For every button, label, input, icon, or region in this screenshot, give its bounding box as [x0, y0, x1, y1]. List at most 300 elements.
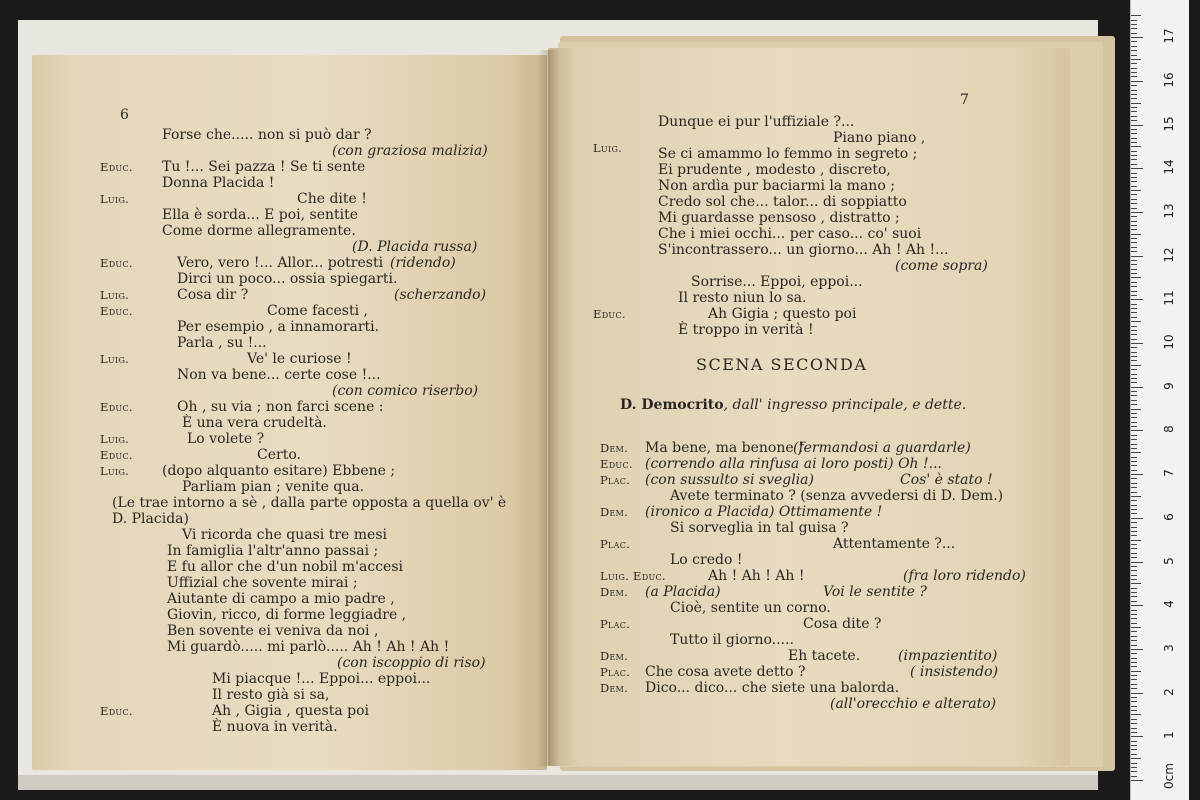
ruler-tick: [1131, 706, 1137, 707]
ruler-tick: [1131, 562, 1143, 563]
speaker-label: Educ.: [593, 307, 626, 321]
ruler-number: 0cm: [1162, 763, 1176, 789]
speaker-label: Dem.: [600, 505, 629, 519]
ruler-tick: [1131, 273, 1137, 274]
speaker-label: Luig.: [100, 352, 130, 366]
ruler-tick: [1131, 387, 1143, 388]
ruler-tick: [1131, 356, 1137, 357]
ruler-tick: [1131, 470, 1137, 471]
ruler-tick: [1131, 684, 1137, 685]
scene-heading: [620, 397, 966, 413]
ruler-tick: [1131, 614, 1137, 615]
ruler-tick: [1131, 308, 1137, 309]
ruler-tick: [1131, 321, 1141, 322]
dialogue-line: Mi guardò..... mi parlò..... Ah ! Ah ! Ah !: [167, 639, 450, 655]
dialogue-line: Sorrise... Eppoi, eppoi...: [691, 274, 863, 290]
ruler-tick: [1131, 544, 1137, 545]
ruler-tick: [1131, 662, 1137, 663]
ruler-tick: [1131, 444, 1137, 445]
ruler-tick: [1131, 391, 1137, 392]
ruler-tick: [1131, 299, 1143, 300]
speaker-label: Luig.: [593, 141, 623, 155]
ruler-tick: [1131, 186, 1137, 187]
ruler-tick: [1131, 107, 1137, 108]
ruler-tick: [1131, 714, 1141, 715]
ruler-tick: [1131, 326, 1137, 327]
ruler-tick: [1131, 374, 1137, 375]
ruler-tick: [1131, 181, 1137, 182]
speaker-label: Dem.: [600, 681, 629, 695]
speaker-label: Plac.: [600, 537, 631, 551]
ruler-number: 8: [1162, 425, 1176, 434]
dialogue-line: Giovin, ricco, di forme leggiadre ,: [167, 607, 407, 623]
dialogue-line: Ah ! Ah ! Ah !: [708, 568, 805, 584]
ruler-tick: [1131, 382, 1137, 383]
speaker-label: Educ.: [100, 400, 133, 414]
stage-direction: (ridendo): [390, 255, 456, 271]
dialogue-line: Non ardìa pur baciarmi la mano ;: [658, 178, 895, 194]
ruler-number: 11: [1162, 290, 1176, 306]
ruler-tick: [1131, 627, 1141, 628]
ruler-tick: [1131, 693, 1143, 694]
ruler-tick: [1131, 496, 1141, 497]
ruler-tick: [1131, 173, 1137, 174]
speaker-label: Plac.: [600, 617, 631, 631]
speaker-label: Luig.: [100, 432, 130, 446]
dialogue-line: Tu !... Sei pazza ! Se ti sente: [162, 159, 366, 175]
dialogue-line: D. Placida): [112, 511, 189, 527]
ruler-tick: [1131, 710, 1137, 711]
ruler-tick: [1131, 452, 1141, 453]
ruler-tick: [1131, 360, 1137, 361]
ruler-tick: [1131, 588, 1137, 589]
stage-direction: (con iscoppio di riso): [337, 655, 486, 671]
ruler-tick: [1131, 509, 1137, 510]
ruler-tick: [1131, 212, 1143, 213]
stage-direction: (con comico riserbo): [332, 383, 479, 399]
ruler-tick: [1131, 120, 1137, 121]
ruler-tick: [1131, 649, 1143, 650]
ruler-tick: [1131, 732, 1137, 733]
ruler-tick: [1131, 264, 1137, 265]
dialogue-line: Ei prudente , modesto , discreto,: [658, 162, 891, 178]
ruler-tick: [1131, 745, 1137, 746]
scene-character: D. Democrito: [620, 397, 724, 413]
ruler-tick: [1131, 430, 1143, 431]
ruler-tick: [1131, 531, 1137, 532]
ruler-tick: [1131, 723, 1137, 724]
ruler-tick: [1131, 605, 1143, 606]
ruler-number: 4: [1162, 600, 1176, 609]
dialogue-line: Credo sol che... talor... di soppiatto: [658, 194, 907, 210]
stage-direction: (fra loro ridendo): [903, 568, 1026, 584]
dialogue-line: (ironico a Placida) Ottimamente !: [645, 504, 883, 520]
speaker-label: Educ.: [100, 256, 133, 270]
ruler-tick: [1131, 780, 1143, 781]
stage-direction: (scherzando): [394, 287, 487, 303]
dialogue-line: Lo volete ?: [187, 431, 265, 447]
speaker-label: Luig. Educ.: [600, 569, 666, 583]
dialogue-line: Vero, vero !... Allor... potresti: [177, 255, 384, 271]
ruler-tick: [1131, 142, 1137, 143]
ruler-number: 12: [1162, 246, 1176, 263]
ruler-tick: [1131, 194, 1137, 195]
ruler-tick: [1131, 138, 1137, 139]
stage-direction: Cos' è stato !: [900, 472, 993, 488]
ruler-tick: [1131, 570, 1137, 571]
ruler-tick: [1131, 352, 1137, 353]
ruler-tick: [1131, 400, 1137, 401]
stage-direction: (D. Placida russa): [352, 239, 478, 255]
ruler-tick: [1131, 339, 1137, 340]
ruler-tick: [1131, 347, 1137, 348]
ruler-tick: [1131, 592, 1137, 593]
ruler-tick: [1131, 24, 1137, 25]
ruler-tick: [1131, 295, 1137, 296]
ruler-tick: [1131, 487, 1137, 488]
ruler-tick: [1131, 251, 1137, 252]
dialogue-line: Certo.: [257, 447, 301, 463]
dialogue-line: Che cosa avete detto ?: [645, 664, 806, 680]
ruler-tick: [1131, 312, 1137, 313]
ruler-tick: [1131, 238, 1137, 239]
ruler-number: 2: [1162, 687, 1176, 696]
ruler-tick: [1131, 229, 1137, 230]
stage-direction: ( insistendo): [910, 664, 999, 680]
ruler-tick: [1131, 413, 1137, 414]
ruler-tick: [1131, 736, 1143, 737]
speaker-label: Educ.: [600, 457, 633, 471]
ruler-tick: [1131, 645, 1137, 646]
dialogue-line: Oh , su via ; non farci scene :: [177, 399, 384, 415]
ruler-tick: [1131, 741, 1137, 742]
ruler-tick: [1131, 763, 1137, 764]
book-gutter: [538, 50, 560, 766]
stage-direction: (impazientito): [898, 648, 998, 664]
dialogue-line: Forse che..... non si può dar ?: [162, 127, 372, 143]
ruler-tick: [1131, 133, 1137, 134]
dialogue-line: Ella è sorda... E poi, sentite: [162, 207, 359, 223]
dialogue-line: E fu allor che d'un nobil m'accesi: [167, 559, 403, 575]
ruler-tick: [1131, 343, 1143, 344]
speaker-label: Luig.: [100, 192, 130, 206]
ruler-tick: [1131, 483, 1137, 484]
dialogue-line: In famiglia l'altr'anno passai ;: [167, 543, 379, 559]
ruler-tick: [1131, 125, 1143, 126]
speaker-label: Luig.: [100, 464, 130, 478]
dialogue-line: È una vera crudeltà.: [182, 415, 327, 431]
ruler-tick: [1131, 59, 1141, 60]
dialogue-line: Ben sovente ei veniva da noi ,: [167, 623, 379, 639]
dialogue-line: (con sussulto si sveglia): [645, 472, 814, 488]
ruler-tick: [1131, 256, 1143, 257]
speaker-label: Dem.: [600, 649, 629, 663]
ruler-tick: [1131, 155, 1137, 156]
dialogue-line: (dopo alquanto esitare) Ebbene ;: [162, 463, 396, 479]
ruler-tick: [1131, 513, 1137, 514]
ruler-tick: [1131, 33, 1137, 34]
stage-direction: (fermandosi a guardarle): [793, 440, 971, 456]
ruler-tick: [1131, 203, 1137, 204]
ruler-tick: [1131, 146, 1141, 147]
ruler-tick: [1131, 37, 1143, 38]
ruler-tick: [1131, 671, 1141, 672]
ruler-tick: [1131, 457, 1137, 458]
ruler-tick: [1131, 448, 1137, 449]
dialogue-line: Il resto già si sa,: [212, 687, 330, 703]
ruler-tick: [1131, 260, 1137, 261]
ruler-tick: [1131, 553, 1137, 554]
dialogue-line: Parla , su !...: [177, 335, 267, 351]
measuring-ruler: [1130, 0, 1189, 800]
ruler-tick: [1131, 28, 1137, 29]
page-number-left: 6: [120, 107, 129, 123]
ruler-tick: [1131, 409, 1141, 410]
dialogue-line: Cosa dir ?: [177, 287, 249, 303]
dialogue-line: Piano piano ,: [833, 130, 926, 146]
ruler-tick: [1131, 505, 1137, 506]
scene-title: SCENA SECONDA: [696, 355, 868, 374]
ruler-tick: [1131, 242, 1137, 243]
ruler-tick: [1131, 535, 1137, 536]
dialogue-line: Che i miei occhi... per caso... co' suoi: [658, 226, 922, 242]
ruler-tick: [1131, 492, 1137, 493]
ruler-tick: [1131, 618, 1137, 619]
ruler-tick: [1131, 417, 1137, 418]
ruler-tick: [1131, 758, 1141, 759]
dialogue-line: Ah Gigia ; questo poi: [708, 306, 857, 322]
dialogue-line: Dirci un poco... ossia spiegarti.: [177, 271, 398, 287]
ruler-tick: [1131, 658, 1137, 659]
ruler-tick: [1131, 282, 1137, 283]
ruler-number: 10: [1162, 334, 1176, 350]
ruler-tick: [1131, 688, 1137, 689]
ruler-number: 9: [1162, 381, 1176, 390]
ruler-tick: [1131, 666, 1137, 667]
dialogue-line: Avete terminato ? (senza avvedersi di D. Dem.): [670, 488, 1004, 504]
ruler-tick: [1131, 500, 1137, 501]
dialogue-line: È troppo in verità !: [678, 322, 814, 338]
dialogue-line: È nuova in verità.: [212, 719, 338, 735]
ruler-tick: [1131, 754, 1137, 755]
ruler-tick: [1131, 103, 1141, 104]
ruler-tick: [1131, 719, 1137, 720]
ruler-tick: [1131, 439, 1137, 440]
ruler-number: 16: [1162, 72, 1176, 88]
scene-direction: , dall' ingresso principale, e dette.: [723, 397, 967, 413]
ruler-tick: [1131, 640, 1137, 641]
dialogue-line: Ve' le curiose !: [247, 351, 352, 367]
ruler-tick: [1131, 566, 1137, 567]
ruler-tick: [1131, 426, 1137, 427]
dialogue-line: Tutto il giorno.....: [670, 632, 794, 648]
speaker-label: Luig.: [100, 288, 130, 302]
dialogue-line: Vi ricorda che quasi tre mesi: [182, 527, 387, 543]
ruler-tick: [1131, 304, 1137, 305]
ruler-tick: [1131, 291, 1137, 292]
dialogue-line: Ah , Gigia , questa poi: [212, 703, 370, 719]
ruler-number: 6: [1162, 512, 1176, 521]
ruler-tick: [1131, 72, 1137, 73]
ruler-tick: [1131, 631, 1137, 632]
speaker-label: Dem.: [600, 441, 629, 455]
ruler-tick: [1131, 129, 1137, 130]
ruler-tick: [1131, 404, 1137, 405]
ruler-tick: [1131, 190, 1141, 191]
ruler-number: 17: [1162, 28, 1176, 44]
ruler-tick: [1131, 85, 1137, 86]
ruler-tick: [1131, 247, 1137, 248]
ruler-number: 5: [1162, 556, 1176, 565]
ruler-tick: [1131, 395, 1137, 396]
dialogue-line: Parliam pian ; venite qua.: [182, 479, 365, 495]
ruler-tick: [1131, 50, 1137, 51]
ruler-tick: [1131, 369, 1137, 370]
dialogue-line: Il resto niun lo sa.: [678, 290, 807, 306]
ruler-tick: [1131, 216, 1137, 217]
ruler-tick: [1131, 151, 1137, 152]
ruler-tick: [1131, 94, 1137, 95]
ruler-tick: [1131, 365, 1141, 366]
dialogue-line: Cioè, sentite un corno.: [670, 600, 831, 616]
ruler-tick: [1131, 461, 1137, 462]
ruler-tick: [1131, 76, 1137, 77]
stage-direction: (con graziosa malizia): [332, 143, 488, 159]
ruler-tick: [1131, 378, 1137, 379]
ruler-tick: [1131, 527, 1137, 528]
ruler-tick: [1131, 90, 1137, 91]
ruler-number: 14: [1162, 159, 1176, 175]
ruler-tick: [1131, 583, 1141, 584]
speaker-label: Dem.: [600, 585, 629, 599]
dialogue-line: (a Placida): [645, 584, 721, 600]
dialogue-line: Ma bene, ma benone !: [645, 440, 804, 456]
dialogue-line: Non va bene... certe cose !...: [177, 367, 381, 383]
dialogue-line: Che dite !: [297, 191, 367, 207]
ruler-tick: [1131, 435, 1137, 436]
ruler-tick: [1131, 234, 1141, 235]
stage-direction: (come sopra): [895, 258, 988, 274]
ruler-tick: [1131, 749, 1137, 750]
ruler-tick: [1131, 177, 1137, 178]
dialogue-line: Come facesti ,: [267, 303, 368, 319]
ruler-number: 13: [1162, 203, 1176, 219]
ruler-tick: [1131, 575, 1137, 576]
ruler-tick: [1131, 623, 1137, 624]
ruler-tick: [1131, 330, 1137, 331]
dialogue-line: Attentamente ?...: [833, 536, 956, 552]
ruler-tick: [1131, 610, 1137, 611]
dialogue-line: (correndo alla rinfusa ai loro posti) Oh !...: [645, 456, 942, 472]
dialogue-line: Aiutante di campo a mio padre ,: [167, 591, 395, 607]
dialogue-line: (Le trae intorno a sè , dalla parte opposta a quella ov' è: [112, 495, 507, 511]
ruler-tick: [1131, 208, 1137, 209]
ruler-tick: [1131, 41, 1137, 42]
ruler-tick: [1131, 701, 1137, 702]
ruler-tick: [1131, 697, 1137, 698]
ruler-tick: [1131, 636, 1137, 637]
dialogue-line: Eh tacete.: [788, 648, 861, 664]
left-page: [32, 55, 547, 770]
ruler-tick: [1131, 596, 1137, 597]
ruler-tick: [1131, 474, 1143, 475]
ruler-tick: [1131, 422, 1137, 423]
ruler-tick: [1131, 579, 1137, 580]
dialogue-line: Dunque ei pur l'uffiziale ?...: [658, 114, 855, 130]
page-number-right: 7: [960, 92, 969, 108]
ruler-tick: [1131, 159, 1137, 160]
ruler-number: 7: [1162, 469, 1176, 477]
ruler-tick: [1131, 20, 1137, 21]
ruler-tick: [1131, 557, 1137, 558]
ruler-tick: [1131, 522, 1137, 523]
dialogue-line: Uffizial che sovente mirai ;: [167, 575, 358, 591]
dialogue-line: Si sorveglia in tal guisa ?: [670, 520, 849, 536]
right-page: [548, 48, 1070, 766]
dialogue-line: Lo credo !: [670, 552, 743, 568]
ruler-tick: [1131, 771, 1137, 772]
ruler-tick: [1131, 728, 1137, 729]
ruler-tick: [1131, 111, 1137, 112]
ruler-tick: [1131, 653, 1137, 654]
ruler-tick: [1131, 116, 1137, 117]
speaker-label: Plac.: [600, 473, 631, 487]
ruler-tick: [1131, 601, 1137, 602]
ruler-tick: [1131, 269, 1137, 270]
ruler-tick: [1131, 68, 1137, 69]
ruler-tick: [1131, 776, 1137, 777]
ruler-tick: [1131, 478, 1137, 479]
ruler-number: 1: [1162, 731, 1176, 740]
ruler-tick: [1131, 225, 1137, 226]
dialogue-line: Mi piacque !... Eppoi... eppoi...: [212, 671, 431, 687]
ruler-tick: [1131, 15, 1141, 16]
speaker-label: Plac.: [600, 665, 631, 679]
ruler-tick: [1131, 518, 1143, 519]
ruler-tick: [1131, 675, 1137, 676]
dialogue-line: Cosa dite ?: [803, 616, 882, 632]
speaker-label: Educ.: [100, 304, 133, 318]
ruler-tick: [1131, 199, 1137, 200]
speaker-label: Educ.: [100, 160, 133, 174]
dialogue-line: Come dorme allegramente.: [162, 223, 356, 239]
ruler-tick: [1131, 548, 1137, 549]
speaker-label: Educ.: [100, 704, 133, 718]
ruler-tick: [1131, 221, 1137, 222]
ruler-tick: [1131, 55, 1137, 56]
dialogue-line: Dico... dico... che siete una balorda.: [645, 680, 900, 696]
ruler-tick: [1131, 286, 1137, 287]
ruler-tick: [1131, 168, 1143, 169]
dialogue-line: Mi guardasse pensoso , distratto ;: [658, 210, 900, 226]
ruler-number: 3: [1162, 644, 1176, 652]
ruler-tick: [1131, 46, 1137, 47]
dialogue-line: Per esempio , a innamorarti.: [177, 319, 380, 335]
dialogue-line: Se ci amammo lo femmo in segreto ;: [658, 146, 918, 162]
stage-direction: Voi le sentite ?: [823, 584, 927, 600]
ruler-tick: [1131, 164, 1137, 165]
ruler-tick: [1131, 63, 1137, 64]
dialogue-line: Donna Placida !: [162, 175, 275, 191]
dialogue-line: S'incontrassero... un giorno... Ah ! Ah !...: [658, 242, 949, 258]
stage-direction: (all'orecchio e alterato): [830, 696, 997, 712]
ruler-tick: [1131, 317, 1137, 318]
ruler-tick: [1131, 277, 1141, 278]
mount-board-edge: [18, 775, 1098, 790]
ruler-tick: [1131, 334, 1137, 335]
ruler-number: 15: [1162, 115, 1176, 132]
speaker-label: Educ.: [100, 448, 133, 462]
